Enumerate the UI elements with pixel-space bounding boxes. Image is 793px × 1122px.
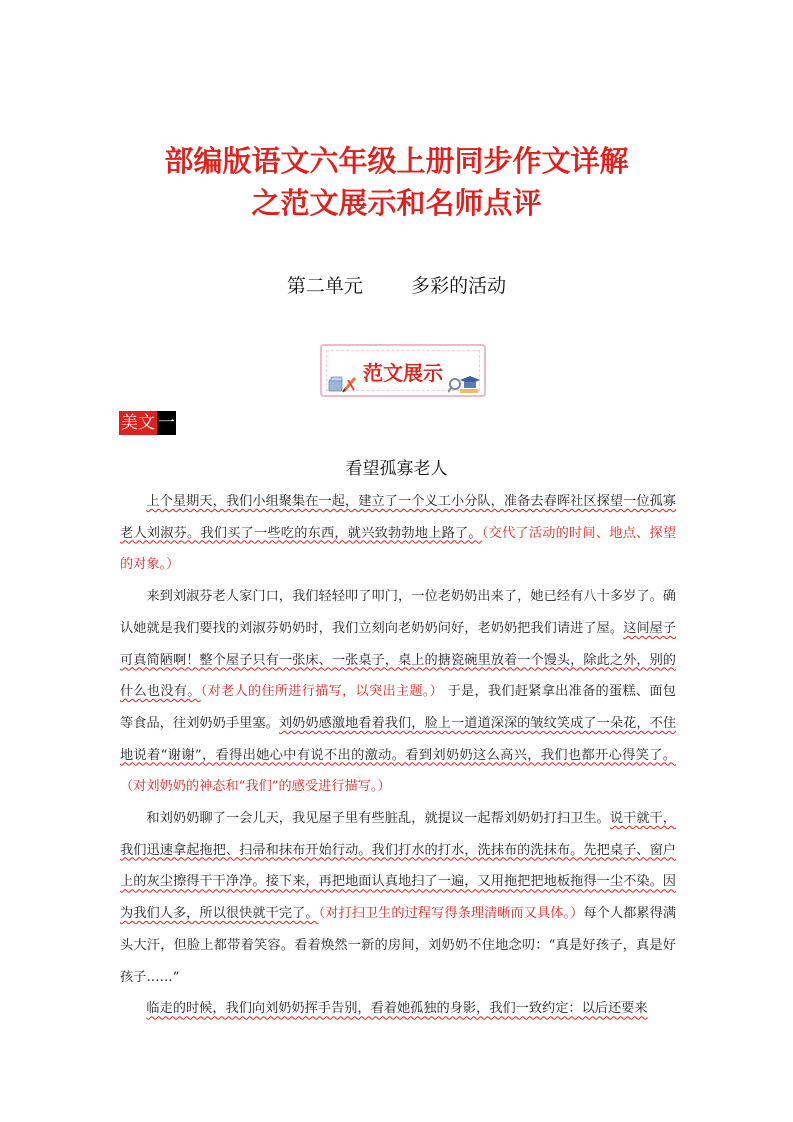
paragraph-4 bbox=[120, 993, 676, 1025]
unit-theme: 多彩的活动 bbox=[411, 275, 507, 297]
essay-tag-label: 美文 bbox=[121, 413, 155, 433]
body-text: 和刘奶奶聊了一会儿天，我见屋子里有些脏乱，就提议一起帮刘奶奶打扫卫生。 bbox=[146, 811, 610, 827]
underlined-text: 临走的时候，我们向刘奶奶挥手告别，看着她孤独的身影，我们一致约定：以后还要来 bbox=[146, 1001, 648, 1017]
teacher-comment: （交代了活动的时间、地点、探望的对象。） bbox=[120, 525, 677, 573]
unit-label: 第二单元 bbox=[286, 275, 363, 297]
essay-body bbox=[120, 486, 676, 1025]
underlined-text: 这间屋子可真简陋啊！整个屋子只有一张床、一张桌子，桌上的搪瓷碗里放着一个馒头，除此之外，别的什么也没有。 bbox=[120, 620, 676, 700]
section-banner bbox=[320, 344, 486, 397]
books-pencil-icon bbox=[328, 372, 358, 394]
unit-heading bbox=[0, 271, 793, 298]
underlined-text: 刘奶奶感激地看着我们，脸上一道道深深的皱纹笑成了一朵花，不住地说着“谢谢”，看得出她心中有说不出的激动。看到刘奶奶这么高兴，我们也都开心得笑了。 bbox=[120, 715, 677, 763]
underlined-text: 上个星期天，我们小组聚集在一起，建立了一个义工小分队，准备去春晖社区探望一位孤寡老人刘淑芬。我们买了一些吃的东西，就兴致勃勃地上路了。 bbox=[120, 494, 676, 541]
magnifier-cap-icon bbox=[448, 374, 480, 394]
teacher-comment: （对刘奶奶的神态和“我们”的感受进行描写。） bbox=[120, 779, 391, 795]
title-line-2: 之范文展示和名师点评 bbox=[251, 186, 542, 220]
title-line-1: 部编版语文六年级上册同步作文详解 bbox=[164, 144, 629, 178]
body-text: 于是，我们赶紧拿出准备的蛋糕、面包等食品，往刘奶奶手里塞。 bbox=[120, 684, 676, 731]
essay-tag bbox=[119, 411, 176, 435]
teacher-comment: （对老人的住所进行描写，以突出主题。） bbox=[200, 684, 444, 700]
document-title bbox=[0, 140, 793, 224]
essay-tag-number: 一 bbox=[158, 413, 175, 433]
body-text: 来到刘淑芬老人家门口，我们轻轻叩了叩门，一位老奶奶出来了，她已经有八十多岁了。确认她就是我们要找的刘淑芬奶奶时，我们立刻向老奶奶问好，老奶奶把我们请进了屋。 bbox=[120, 589, 676, 636]
paragraph-1 bbox=[120, 486, 676, 581]
paragraph-3 bbox=[120, 803, 676, 993]
essay-title: 看望孤寡老人 bbox=[345, 459, 448, 479]
body-text: 每个人都累得满头大汗，但脸上都带着笑容。看着焕然一新的房间，刘奶奶不住地念叨：“真是好孩子，真是好孩子……” bbox=[120, 906, 677, 985]
underlined-text: 说干就干，我们迅速拿起拖把、扫帚和抹布开始行动。我们打水的打水，洗抹布的洗抹布。先把桌子、窗户上的灰尘擦得干干净净。接下来，再把地面认真地扫了一遍，又用拖把把地板拖得一尘不染。因为我们人多，所以很快就干完了。 bbox=[120, 811, 676, 922]
paragraph-2 bbox=[120, 581, 676, 803]
teacher-comment: （对打扫卫生的过程写得条理清晰而又具体。） bbox=[318, 906, 584, 922]
banner-text: 范文展示 bbox=[363, 361, 443, 385]
